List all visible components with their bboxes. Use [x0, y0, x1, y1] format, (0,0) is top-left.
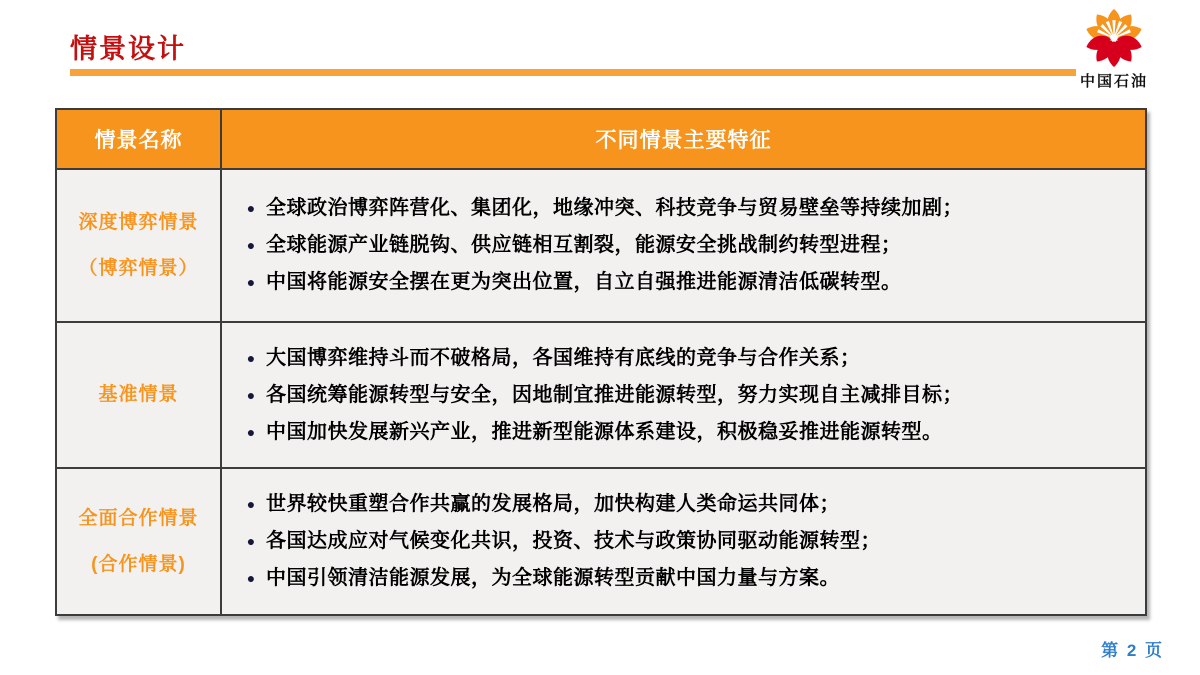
scenario-name-cell	[56, 322, 221, 468]
scenario-name-cell	[56, 169, 221, 322]
scenario-features-cell	[221, 468, 1146, 615]
list-item	[236, 528, 1137, 555]
scenario-name-line: 全面合作情景	[78, 507, 199, 529]
feature-list	[236, 491, 1137, 592]
scenario-name-line: 基准情景	[98, 384, 179, 406]
bullet-icon: ●	[246, 274, 256, 290]
cnpc-logo-icon	[1081, 6, 1147, 70]
bullet-icon: ●	[246, 533, 256, 549]
scenario-name-line: 深度博弈情景	[78, 211, 199, 233]
page-number: 第 2 页	[1101, 641, 1164, 660]
feature-text: 中国引领清洁能源发展，为全球能源转型贡献中国力量与方案。	[266, 567, 840, 589]
list-item	[236, 419, 1137, 446]
feature-text: 各国统筹能源转型与安全，因地制宜推进能源转型，努力实现自主减排目标；	[266, 383, 963, 406]
table-row	[56, 322, 1146, 468]
scenario-features-cell	[221, 169, 1146, 322]
bullet-icon: ●	[246, 570, 256, 586]
feature-text: 全球政治博弈阵营化、集团化，地缘冲突、科技竞争与贸易壁垒等持续加剧；	[266, 197, 963, 219]
scenario-table	[55, 108, 1147, 616]
feature-list	[236, 345, 1137, 446]
feature-text: 中国加快发展新兴产业，推进新型能源体系建设，积极稳妥推进能源转型。	[266, 420, 943, 443]
list-item	[236, 195, 1137, 222]
scenario-name-line: (合作情景)	[91, 553, 186, 575]
bullet-icon: ●	[246, 496, 256, 512]
scenario-name-line: （博弈情景）	[78, 257, 199, 279]
bullet-icon: ●	[246, 423, 256, 440]
list-item	[236, 345, 1137, 372]
header-scenario-name: 情景名称	[56, 109, 221, 169]
list-item	[236, 382, 1137, 409]
feature-text: 大国博弈维持斗而不破格局，各国维持有底线的竞争与合作关系；	[266, 346, 861, 369]
page-title: 情景设计	[70, 34, 186, 64]
feature-text: 世界较快重塑合作共赢的发展格局，加快构建人类命运共同体；	[266, 493, 840, 515]
list-item	[236, 232, 1137, 259]
header-scenario-features: 不同情景主要特征	[221, 109, 1146, 169]
feature-text: 中国将能源安全摆在更为突出位置，自立自强推进能源清洁低碳转型。	[266, 271, 902, 293]
bullet-icon: ●	[246, 200, 256, 216]
table-row	[56, 169, 1146, 322]
bullet-icon: ●	[246, 237, 256, 253]
feature-text: 各国达成应对气候变化共识，投资、技术与政策协同驱动能源转型；	[266, 530, 881, 552]
bullet-icon: ●	[246, 349, 256, 366]
list-item	[236, 491, 1137, 518]
table-header-row	[56, 109, 1146, 169]
feature-list	[236, 195, 1137, 296]
title-underline	[70, 69, 1076, 76]
list-item	[236, 565, 1137, 592]
logo-caption: 中国石油	[1079, 73, 1148, 90]
scenario-name-cell	[56, 468, 221, 615]
table-row	[56, 468, 1146, 615]
cnpc-logo	[1058, 6, 1170, 91]
bullet-icon: ●	[246, 386, 256, 403]
scenario-features-cell	[221, 322, 1146, 468]
feature-text: 全球能源产业链脱钩、供应链相互割裂，能源安全挑战制约转型进程；	[266, 234, 902, 256]
list-item	[236, 269, 1137, 296]
